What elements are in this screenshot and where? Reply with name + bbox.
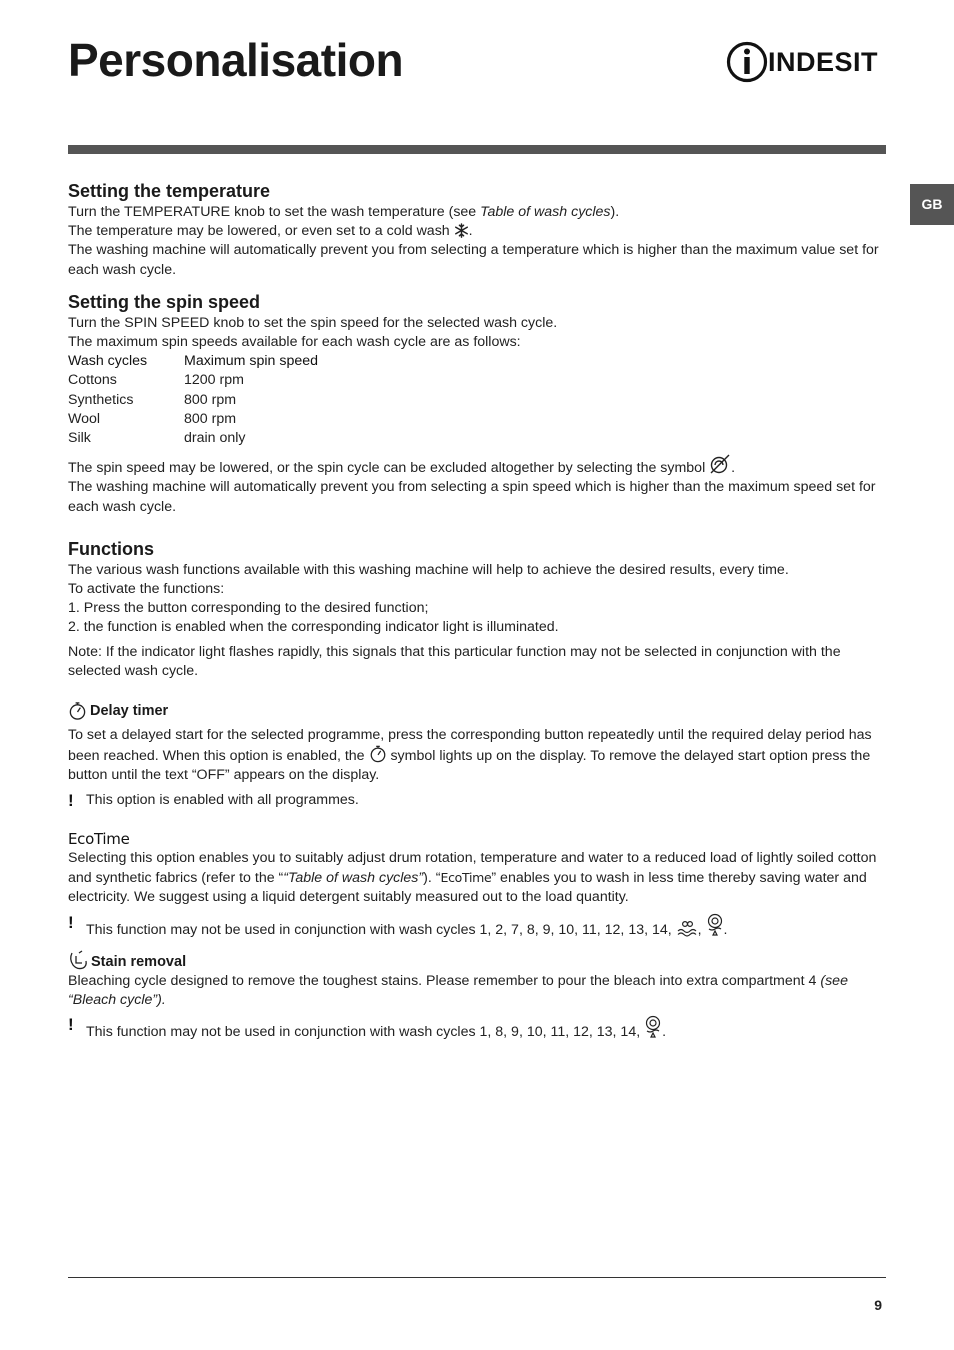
- spin-heading: Setting the spin speed: [68, 291, 261, 312]
- warning-icon: !: [68, 912, 74, 932]
- warning-icon: !: [68, 790, 74, 810]
- language-tab: GB: [910, 184, 954, 225]
- ecotime-heading: EcoTime: [68, 829, 130, 848]
- temperature-line-2: The temperature may be lowered, or even set to a cold wash .: [68, 223, 473, 240]
- drain-spin-icon: [644, 1015, 662, 1039]
- functions-step-1: 1. Press the button corresponding to the desired function;: [68, 600, 429, 617]
- spin-line-3: The spin speed may be lowered, or the spin cycle can be excluded altogether by selecting the symbol .: [68, 453, 886, 478]
- column-header-max-spin: Maximum spin speed: [184, 353, 319, 370]
- functions-step-2: 2. the function is enabled when the corresponding indicator light is illuminated.: [68, 619, 559, 636]
- spin-speed-table: [68, 352, 318, 448]
- stopwatch-icon: [369, 745, 387, 763]
- table-header-row: [68, 352, 318, 371]
- spin-line-2: The maximum spin speeds available for each wash cycle are as follows:: [68, 334, 521, 351]
- functions-heading: Functions: [68, 538, 154, 559]
- warning-icon: !: [68, 1015, 74, 1035]
- table-row: Cottons 1200 rpm: [68, 372, 244, 389]
- functions-intro-1: The various wash functions available with this washing machine will help to achieve the desired results, every time.: [68, 561, 789, 578]
- spin-line-4: The washing machine will automatically prevent you from selecting a spin speed which is higher than the maximum speed set for each wash cycle.: [68, 479, 876, 515]
- page-title: Personalisation: [68, 34, 404, 86]
- stopwatch-icon: [68, 701, 87, 721]
- footer-rule: [68, 1277, 886, 1278]
- header-rule: [68, 145, 886, 154]
- temperature-heading: Setting the temperature: [68, 181, 271, 201]
- stain-removal-warning: ! This function may not be used in conjunction with wash cycles 1, 8, 9, 10, 11, 12, 13, 14, .: [68, 1015, 886, 1042]
- no-spin-icon: [709, 453, 731, 475]
- table-row: Synthetics 800 rpm: [68, 391, 237, 408]
- temperature-line-1: Turn the TEMPERATURE knob to set the wash temperature (see Table of wash cycles).: [68, 204, 620, 220]
- stain-removal-text: Bleaching cycle designed to remove the toughest stains. Please remember to pour the bleach into extra compartment 4 (see “Bleach cycle”).: [68, 972, 848, 1009]
- brand-name: INDESIT: [768, 47, 879, 77]
- table-row: Silk drain only: [68, 430, 246, 447]
- functions-note: Note: If the indicator light flashes rapidly, this signals that this particular function may not be selected in conjunction with the selected wash cycle.: [68, 643, 841, 679]
- page-number: 9: [874, 1297, 882, 1313]
- snowflake-icon: [454, 223, 469, 238]
- functions-intro-2: To activate the functions:: [68, 581, 225, 598]
- table-row: Wool 800 rpm: [68, 410, 237, 427]
- delay-timer-heading: Delay timer: [68, 701, 886, 721]
- indesit-i-icon: [726, 40, 768, 84]
- ecotime-text: Selecting this option enables you to suitably adjust drum rotation, temperature and water to a reduced load of lightly soiled cotton and synthetic fabrics (refer to the ““Table of wash cycles”). “EcoTime” enables you to wash in less time thereby saving water and electricity. We suggest using a liquid detergent suitably measured out to the load quantity.: [68, 850, 877, 906]
- content: [68, 179, 886, 1043]
- ecotime-warning: ! This function may not be used in conjunction with wash cycles 1, 2, 7, 8, 9, 10, 11, 12, 13, 14, , .: [68, 913, 886, 940]
- delay-timer-text: To set a delayed start for the selected programme, press the corresponding button repeatedly until the required delay period has been reached. When this option is enabled, the symbol lights up on the display. To remove the delayed start option press the button until the text “OFF” appears on the display.: [68, 727, 872, 784]
- indesit-logo: [726, 40, 888, 84]
- stain-removal-heading: Stain removal: [68, 950, 886, 972]
- drain-spin-icon: [706, 913, 724, 937]
- spin-line-1: Turn the SPIN SPEED knob to set the spin speed for the selected wash cycle.: [68, 314, 558, 331]
- wool-wash-icon: [676, 919, 698, 937]
- stain-removal-icon: [68, 950, 88, 972]
- temperature-line-3: The washing machine will automatically prevent you from selecting a temperature which is higher than the maximum value set for each wash cycle.: [68, 242, 879, 278]
- delay-timer-warning: ! This option is enabled with all programmes.: [68, 790, 359, 810]
- column-header-wash-cycles: Wash cycles: [68, 353, 148, 370]
